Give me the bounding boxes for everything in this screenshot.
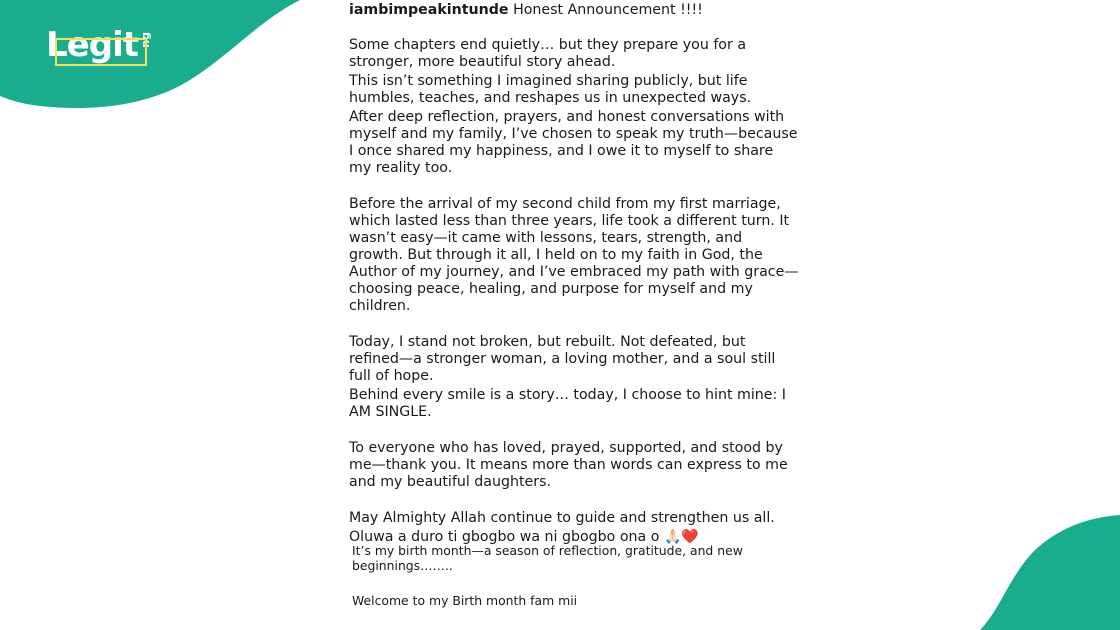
post-paragraph-2: This isn’t something I imagined sharing publicly, but life humbles, teaches, and reshapes us in unexpected ways. [349, 73, 752, 106]
post-paragraph-8: May Almighty Allah continue to guide and strengthen us all. [349, 510, 775, 526]
instagram-post-caption [349, 2, 799, 546]
post-header [349, 2, 799, 19]
post-header-text: Honest Announcement !!!! [513, 2, 703, 18]
post-paragraph-9-text: Oluwa a duro ti gbogbo wa ni gbogbo ona o [349, 529, 660, 545]
caption-line-2: Welcome to my Birth month fam mii [352, 593, 578, 608]
post-paragraph-1: Some chapters end quietly… but they prepare you for a stronger, more beautiful story ahead. [349, 37, 747, 70]
praying-hands-icon: 🙏🏻 [663, 529, 682, 545]
post-paragraph-3: After deep reflection, prayers, and honest conversations with myself and my family, I’ve chosen to speak my truth—because I once shared my happiness, and I owe it to myself to share my reality too. [349, 109, 798, 176]
post-paragraph-7: To everyone who has loved, prayed, supported, and stood by me—thank you. It means more than words can express to me and my beautiful daughters. [349, 440, 788, 490]
logo-word: Legit [46, 25, 138, 65]
caption-line-1: It’s my birth month—a season of reflection, gratitude, and new beginnings…….. [352, 543, 743, 573]
birth-month-caption [352, 543, 792, 573]
bottom-right-wave-decoration [980, 515, 1120, 630]
post-paragraph-5: Today, I stand not broken, but rebuilt. Not defeated, but refined—a stronger woman, a loving mother, and a soul still full of hope. [349, 334, 776, 384]
logo-suffix: ng [138, 32, 152, 48]
red-heart-icon: ❤️ [681, 529, 699, 545]
legit-logo [46, 25, 152, 65]
post-username[interactable]: iambimpeakintunde [349, 2, 509, 18]
post-paragraph-4: Before the arrival of my second child from my first marriage, which lasted less than three years, life took a different turn. It wasn’t easy—it came with lessons, tears, strength, and growth. But through it all, I held on to my faith in God, the Author of my journey, and I’ve embraced my path with grace—choosing peace, healing, and purpose for myself and my children. [349, 196, 799, 314]
post-paragraph-6: Behind every smile is a story… today, I choose to hint mine: I AM SINGLE. [349, 387, 786, 420]
welcome-caption [352, 593, 792, 608]
logo-frame [55, 38, 147, 66]
